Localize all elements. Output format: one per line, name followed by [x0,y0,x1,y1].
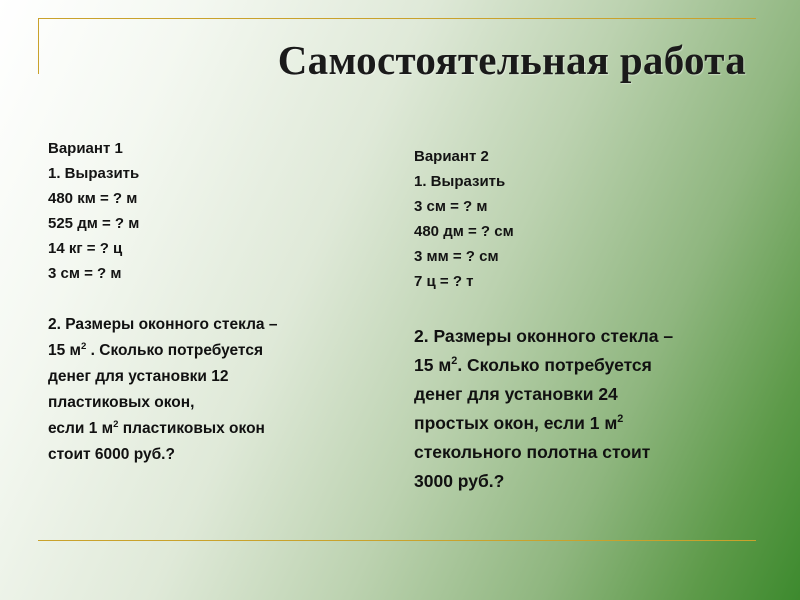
variant2-task1-heading: 1. Выразить [414,173,506,190]
variant1-task2-superscript: 2 [113,418,119,430]
variant1-task2-line [48,416,277,442]
variant2-task2-text: . Сколько потребуется [457,355,652,375]
variant1-column [48,136,139,286]
variant2-task2-line: денег для установки 24 [414,384,618,404]
variant1-task2-line: стоит 6000 руб.? [48,446,175,463]
variant1-task2-text: пластиковых окон [118,420,265,437]
variant1-task2-text: . Сколько потребуется [86,342,263,359]
variant1-task2-line [48,338,277,364]
variant1-heading: Вариант 1 [48,140,123,157]
variant2-task2-line: стекольного полотна стоит [414,442,651,462]
variant2-task2-text: простых окон, если 1 м [414,413,618,433]
variant2-task2-line [414,351,673,380]
variant1-task2-text: если 1 м [48,420,114,437]
variant1-item: 14 кг = ? ц [48,240,123,257]
variant2-task2 [414,322,673,496]
bottom-border-line [38,540,756,541]
page-title: Самостоятельная работа [277,37,746,83]
variant1-item: 480 км = ? м [48,190,138,207]
variant1-item: 525 дм = ? м [48,215,140,232]
variant2-heading: Вариант 2 [414,148,489,165]
variant1-task1-heading: 1. Выразить [48,165,140,182]
variant2-item: 7 ц = ? т [414,273,474,290]
variant1-task2-text: 15 м [48,342,82,359]
variant2-task2-line: 3000 руб.? [414,471,505,491]
variant2-item: 3 мм = ? см [414,248,499,265]
variant2-task2-superscript: 2 [617,413,624,426]
variant1-task2-superscript: 2 [81,340,87,352]
variant2-task2-text: 15 м [414,355,452,375]
variant1-task2-line: 2. Размеры оконного стекла – [48,316,278,333]
top-border-line [38,18,756,19]
variant1-task2-line: денег для установки 12 [48,368,229,385]
variant1-task2 [48,312,277,468]
variant2-task2-superscript: 2 [451,355,458,368]
variant1-item: 3 см = ? м [48,265,122,282]
variant2-task2-line [414,409,673,438]
variant2-item: 3 см = ? м [414,198,488,215]
variant2-column [414,144,514,294]
variant2-task2-line: 2. Размеры оконного стекла – [414,326,674,346]
variant2-item: 480 дм = ? см [414,223,514,240]
variant1-task2-line: пластиковых окон, [48,394,195,411]
